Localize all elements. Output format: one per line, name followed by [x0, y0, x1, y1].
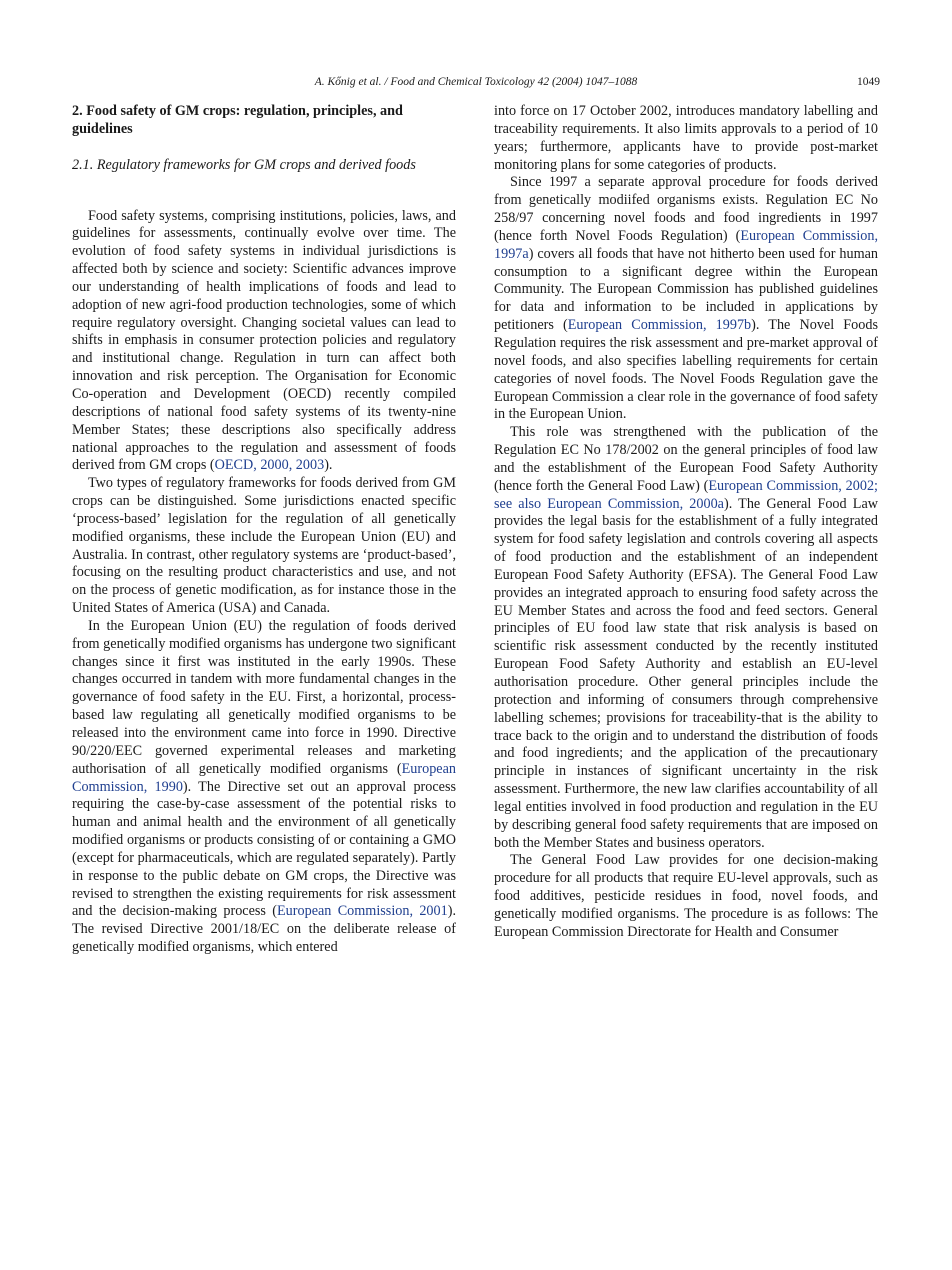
subsection-title: 2.1. Regulatory frameworks for GM crops and derived foods	[72, 156, 416, 173]
paragraph: The General Food Law provides for one decision-making procedure for all products that require EU-level approvals, such as food additives, pesticide residues in food, novel foods, and genetically modified organisms. The procedure is as follows: The European Commission Directorate for Health and Consumer	[494, 852, 878, 940]
citation-link[interactable]: OECD, 2000, 2003	[214, 457, 325, 474]
right-column	[494, 103, 878, 942]
paragraph-text: Since 1997 a separate approval procedure for foods derived from genetically modiifed organisms exists. Regulation EC No 258/97 concerning novel foods and food ingredients in 1997 (hence forth Novel Foods Regulation) (	[494, 174, 878, 244]
page-number: 1049	[857, 76, 880, 88]
section-title: 2. Food safety of GM crops: regulation, principles, and guidelines	[72, 103, 403, 137]
paragraph-text: ). The revised Directive 2001/18/EC on the deliberate release of genetically modified organisms, which entered	[72, 903, 456, 956]
paragraph-text: ). The General Food Law provides the legal basis for the establishment of a fully integrated system for food safety legislation and controls covering all aspects of food production and the establishment of an independent European Food Safety Authority (EFSA). The General Food Law provides an integrated approach to ensuring food safety across the EU Member States and across the food and feed sectors. General principles of EU food law state that risk analysis is based on scientific risk assessment conducted by the recently instituted European Food Safety Authority and establish an EU-level authorisation procedure. Other general principles include the protection and informing of consumers through comprehensive labelling schemes; provisions for traceability-that is the ability to trace back to the origin and to understand the distribution of foods and food ingredients; and the application of the precautionary principle in instances of significant uncertainty in the risk assessment. Furthermore, the new law clarifies accountability of all legal entities involved in food production and regulation in the EU by describing general food safety requirements that are imposed on both the Member States and business operators.	[494, 495, 878, 851]
paragraph-text: ). The Directive set out an approval process requiring the case-by-case assessment of the potential risks to human and animal health and the environment of all genetically modified organisms or products consisting of or containing a GMO (except for pharmaceuticals, which are regulated separately). Partly in response to the public debate on GM crops, the Directive was revised to strengthen the existing requirements for risk assessment and the decision-making process (	[72, 778, 456, 920]
running-head: A. Kőnig et al. / Food and Chemical Toxicology 42 (2004) 1047–1088	[314, 76, 638, 88]
left-column	[72, 103, 456, 957]
paragraph-text: Food safety systems, comprising institutions, policies, laws, and guidelines for assessments, continually evolve over time. The evolution of food safety systems in individual jurisdictions is affected both by science and society: Scientific advances improve our understanding of health implications of foods and lead to adoption of new agri-food production technologies, some of which require regulatory oversight. Changing societal values can lead to shifts in emphasis in consumer protection policies and regulatory and institutional change. Regulation in turn can affect both innovation and risk perception. The Organisation for Economic Co-operation and Development (OECD) recently compiled descriptions of national food safety systems of its twenty-nine Member States; these descriptions also specifically address national approaches to the regulation and assessment of foods derived from GM crops (	[72, 207, 456, 474]
citation-link[interactable]: European Commission, 1997b	[567, 317, 752, 334]
citation-link[interactable]: European Commission, 1997a	[494, 227, 879, 262]
paragraph-text: ) covers all foods that have not hitherto been used for human consumption to a significant degree within the European Community. The European Commission has published guidelines for data and information to be included in applications by petitioners (	[494, 245, 878, 334]
paragraph: Two types of regulatory frameworks for foods derived from GM crops can be distinguished. Some jurisdictions enacted specific ‘process-based’ legislation for the regulation of all genetically modified organisms, these include the European Union (EU) and Australia. In contrast, other regulatory systems are ‘product-based’, focusing on the resulting product characteristics and use, and not on the process of genetic modification, as for instance those in the United States of America (USA) and Canada.	[72, 475, 456, 617]
citation-link[interactable]: European Commission, 2001	[277, 903, 448, 920]
paragraph	[494, 174, 878, 424]
paragraph-text: ).	[324, 457, 333, 474]
citation-link[interactable]: European Commission, 1990	[72, 760, 456, 795]
running-header	[72, 76, 880, 92]
paragraph-text: ). The Novel Foods Regulation requires the risk assessment and pre-market approval of novel foods, and also specifies labelling requirements for certain categories of novel foods. The Novel Foods Regulation gave the European Commission a clear role in the governance of food safety in the European Union.	[494, 317, 878, 423]
paragraph-text: This role was strengthened with the publication of the Regulation EC No 178/2002 on the general principles of food law and the establishment of the European Food Safety Authority (hence forth the General Food Law) (	[494, 424, 878, 494]
citation-link[interactable]: European Commission, 2002; see also European Commission, 2000a	[494, 477, 878, 512]
paragraph: into force on 17 October 2002, introduces mandatory labelling and traceability requirements. It also limits approvals to a period of 10 years; furthermore, applicants have to provide post-market monitoring plans for some categories of products.	[494, 103, 878, 173]
paragraph-text: In the European Union (EU) the regulation of foods derived from genetically modified organisms has undergone two significant changes since it first was instituted in the early 1990s. These changes occurred in tandem with more fundamental changes in the governance of food safety in the EU. First, a horizontal, process-based law regulating all genetically modified organisms to be released into the environment came into force in 1990. Directive 90/220/EEC governed experimental releases and marketing authorisation of all genetically modified organisms (	[72, 617, 456, 777]
paragraph	[72, 618, 456, 957]
paragraph	[494, 424, 878, 852]
paragraph	[72, 208, 456, 476]
